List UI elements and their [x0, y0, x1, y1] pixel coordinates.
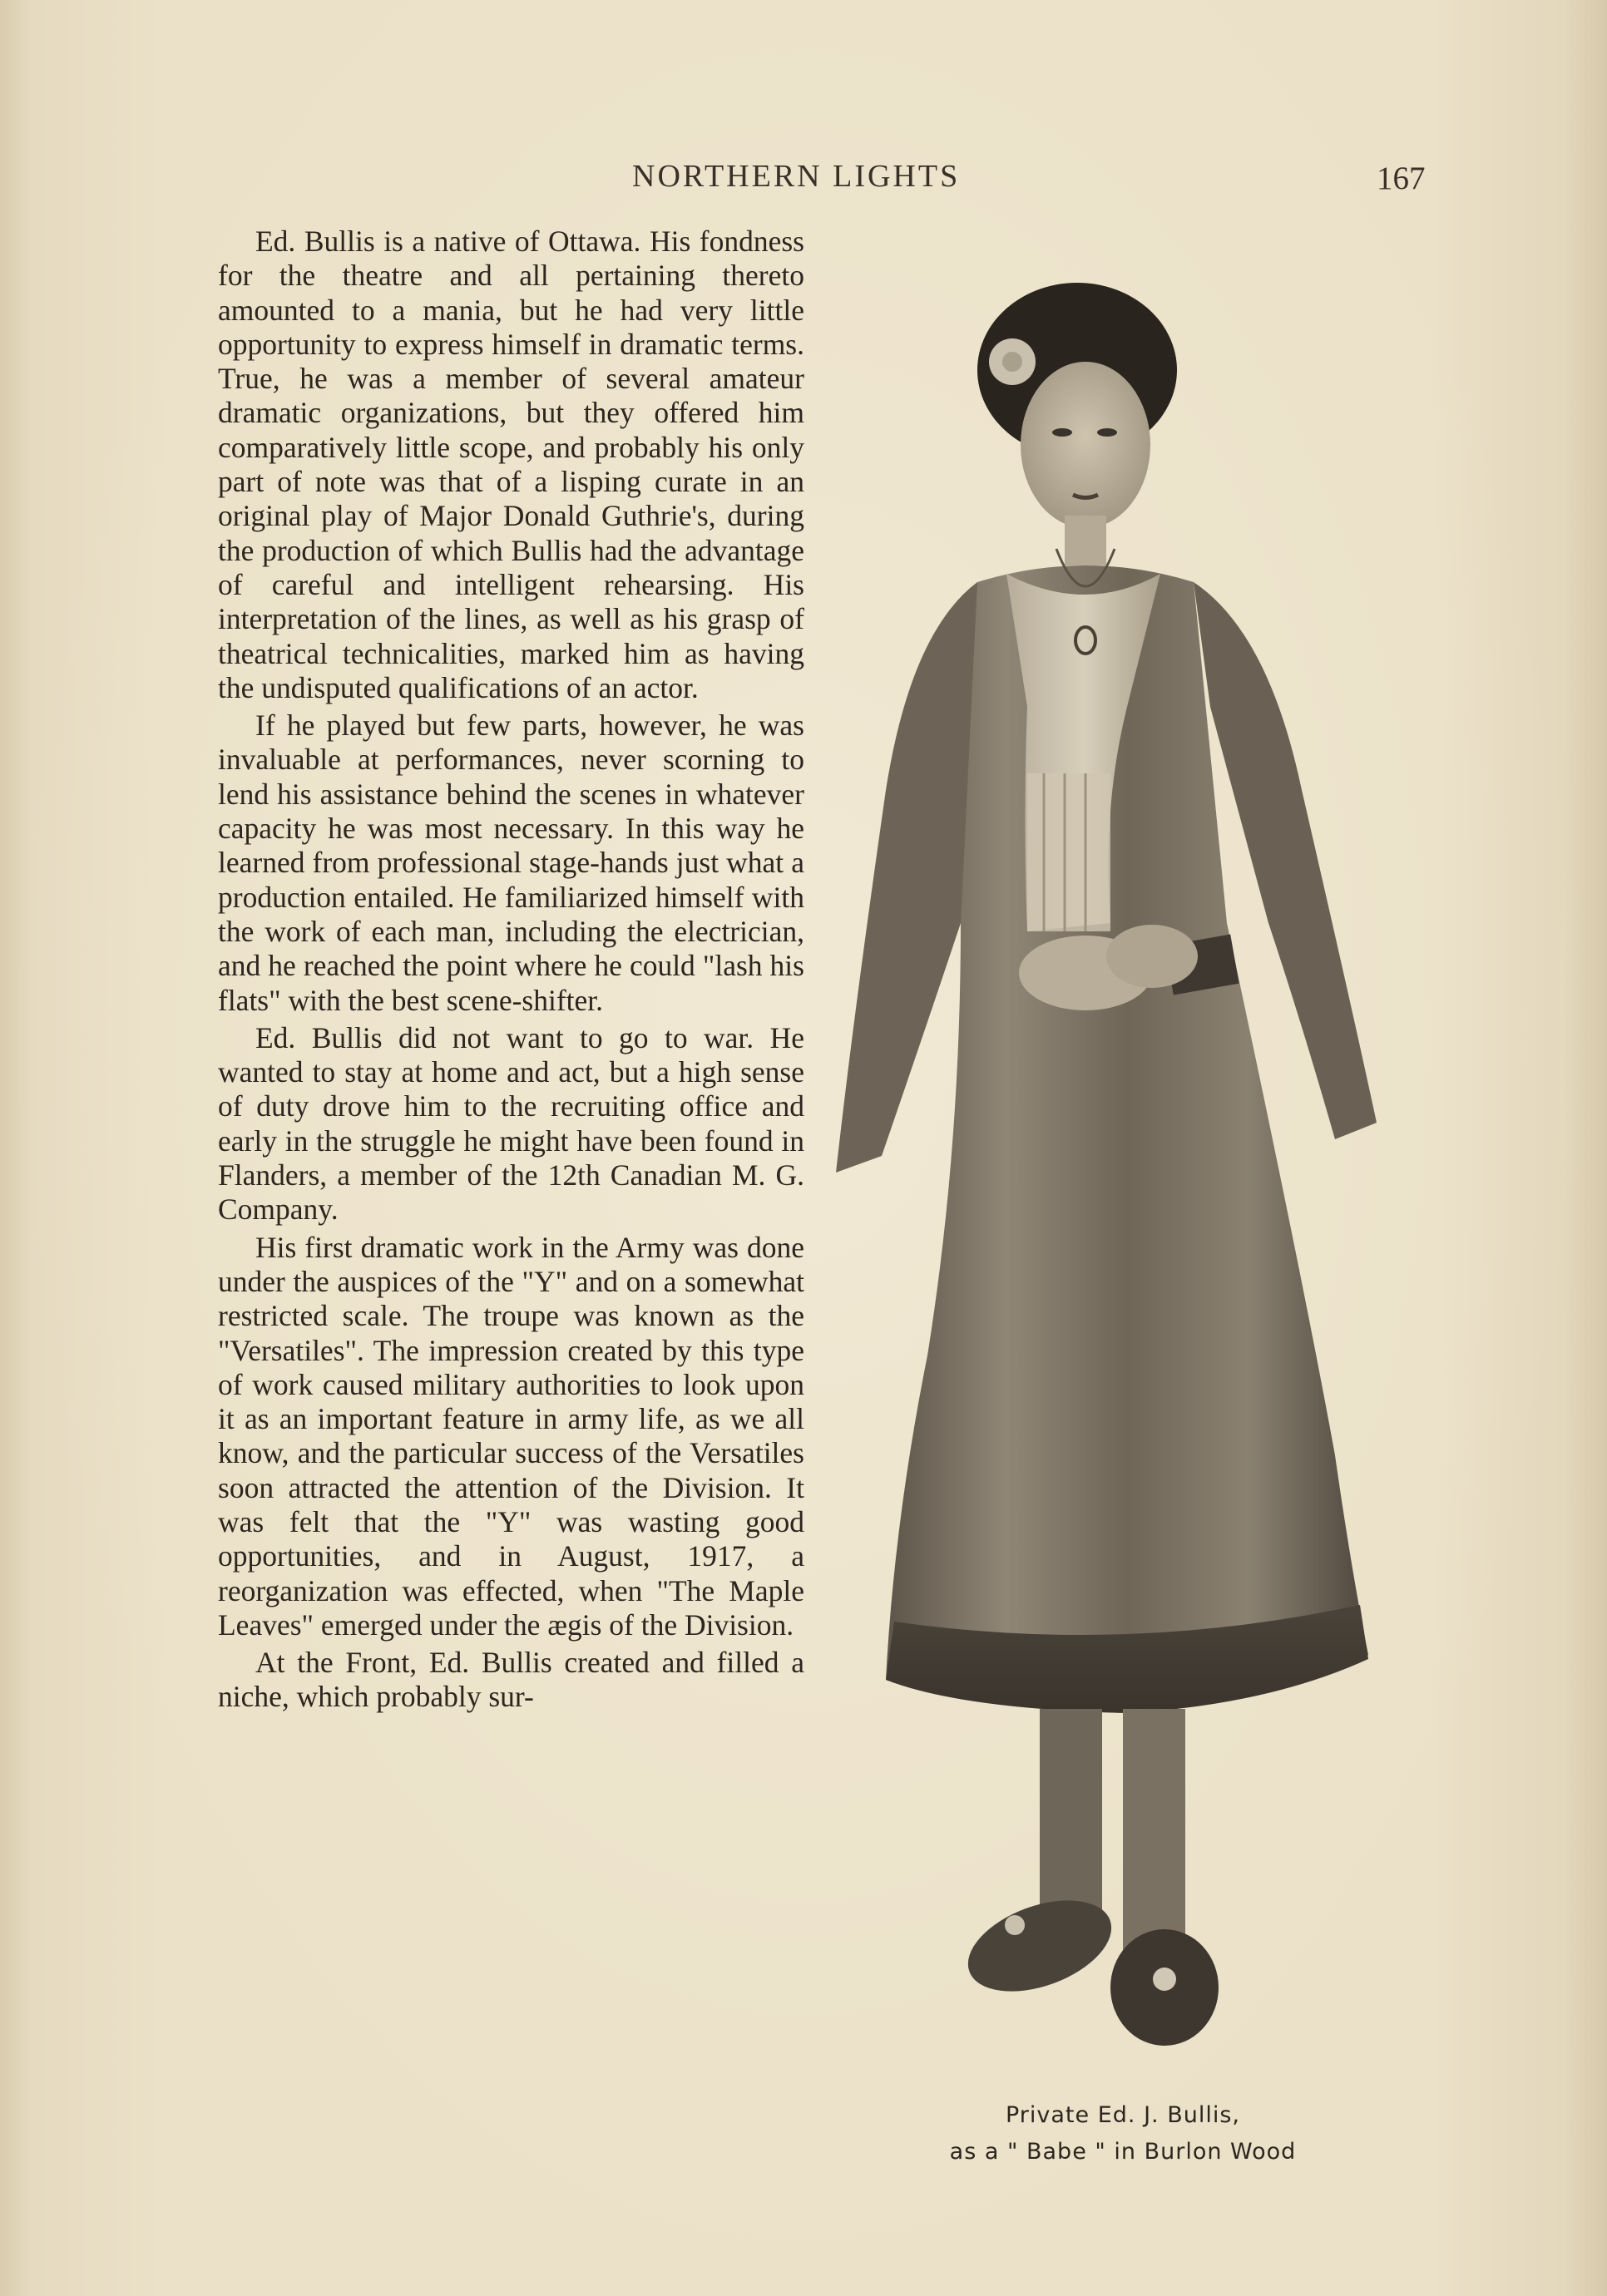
portrait-photograph	[836, 274, 1435, 2087]
paragraph: Ed. Bullis did not want to go to war. He wanted to stay at home and act, but a high sense of duty drove him to the recruiting office and early in the struggle he might have been found in Flanders, a member of the 12th Canadian M. G. Company.	[218, 1020, 804, 1227]
photo-caption	[865, 2097, 1381, 2170]
paragraph: If he played but few parts, however, he was invaluable at performances, never scorning to lend his assistance behind the scenes in whatever capacity he was most necessary. In this way he learned from professional stage-hands just what a production entailed. He familiarized himself with the work of each man, including the electrician, and he reached the point where he could "lash his flats" with the best scene-shifter.	[218, 709, 804, 1017]
paragraph: His first dramatic work in the Army was done under the auspices of the "Y" and on a somewhat restricted scale. The troupe was known as the "Versatiles". The impression created by this type of work caused military authorities to look upon it as an important feature in army life, as we all know, and the particular success of the Versatiles soon attracted the attention of the Division. It was felt that the "Y" was wasting good opportunities, and in August, 1917, a reorganization was effected, when "The Maple Leaves" emerged under the ægis of the Division.	[218, 1230, 804, 1642]
running-title: NORTHERN LIGHTS	[632, 159, 961, 194]
caption-line: Private Ed. J. Bullis,	[1006, 2102, 1240, 2128]
paragraph: At the Front, Ed. Bullis created and filled a niche, which probably sur-	[218, 1646, 804, 1714]
caption-line: as a " Babe " in Burlon Wood	[949, 2139, 1297, 2165]
page-number: 167	[1377, 160, 1426, 196]
article-body	[218, 225, 804, 1718]
portrait-figure-illustration	[836, 274, 1435, 2087]
running-head	[0, 158, 1607, 200]
paragraph: Ed. Bullis is a native of Ottawa. His fondness for the theatre and all pertaining thereto amounted to a mania, but he had very little opportunity to express himself in dramatic terms. True, he was a member of several amateur dramatic organizations, but they offered him comparatively little scope, and probably his only part of note was that of a lisping curate in an original play of Major Donald Guthrie's, during the production of which Bullis had the advantage of careful and intelligent rehearsing. His interpretation of the lines, as well as his grasp of theatrical technicalities, marked him as having the undisputed qualifications of an actor.	[218, 225, 804, 704]
